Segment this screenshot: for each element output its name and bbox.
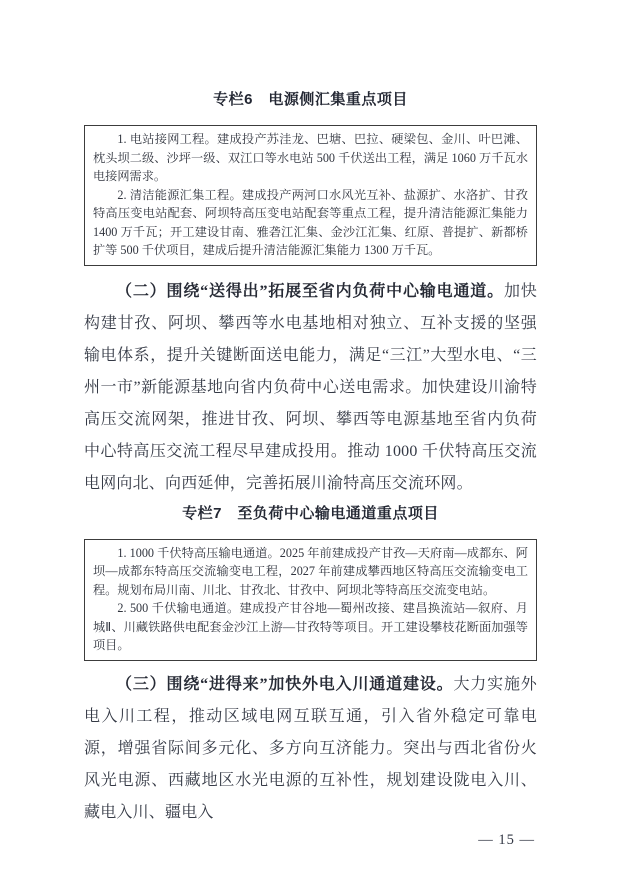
box7-item-2: 2. 500 千伏输电通道。建成投产甘谷地—蜀州改接、建昌换流站—叙府、月城Ⅱ、川藏铁路供电配套金沙江上游—甘孜特等项目。开工建设攀枝花断面加强等项目。 (93, 601, 528, 652)
page-content (84, 0, 537, 849)
paragraph-two-body: 加快构建甘孜、阿坝、攀西等水电基地相对独立、互补支援的坚强输电体系，提升关键断面送电能力，满足“三江”大型水电、“三州一市”新能源基地向省内负荷中心送电需求。加快建设川渝特高压交流网架，推进甘孜、阿坝、攀西等电源基地至省内负荷中心特高压交流工程尽早建成投用。推动 1000 千伏特高压交流电网向北、向西延伸，完善拓展川渝特高压交流环网。 (84, 282, 537, 492)
box7-item-1: 1. 1000 千伏特高压输电通道。2025 年前建成投产甘孜—天府南—成都东、阿坝—成都东特高压交流输变电工程，2027 年前建成攀西地区特高压交流输变电工程。规划布局川南、川北、甘孜北、甘孜中、阿坝北等特高压交流变电站。 (93, 545, 528, 597)
paragraph-three (84, 669, 537, 829)
box7-title: 专栏7 至负荷中心输电通道重点项目 (182, 504, 439, 522)
box6-item-2: 2. 清洁能源汇集工程。建成投产两河口水风光互补、盐源扩、水洛扩、甘孜特高压变电站配套、阿坝特高压变电站配套等重点工程，提升清洁能源汇集能力 1400 万千瓦；开工建设甘南、雅砻江汇集、金沙江汇集、红原、普提扩、新都桥扩等 500 千伏项目，建成后提升清洁能源汇集能力 1300 万千瓦。 (93, 187, 528, 257)
box7-project-box (84, 539, 537, 661)
box6-item-1: 1. 电站接网工程。建成投产苏洼龙、巴塘、巴拉、硬梁包、金川、叶巴滩、枕头坝二级、沙坪一级、双江口等水电站 500 千伏送出工程，满足 1060 万千瓦水电接网需求。 (93, 132, 528, 183)
paragraph-two-lead: （二）围绕“送得出”拓展至省内负荷中心输电通道。 (116, 282, 504, 300)
box6-project-box (84, 125, 537, 266)
paragraph-two (84, 276, 537, 500)
page-number: — 15 — (478, 831, 535, 848)
box6-title: 专栏6 电源侧汇集重点项目 (213, 91, 408, 108)
paragraph-three-lead: （三）围绕“进得来”加快外电入川通道建设。 (116, 675, 454, 693)
paragraph-three-body: 大力实施外电入川工程，推动区域电网互联互通，引入省外稳定可靠电源，增强省际间多元化、多方向互济能力。突出与西北省份火风光电源、西藏地区水光电源的互补性，规划建设陇电入川、藏电入川、疆电入 (84, 675, 537, 821)
